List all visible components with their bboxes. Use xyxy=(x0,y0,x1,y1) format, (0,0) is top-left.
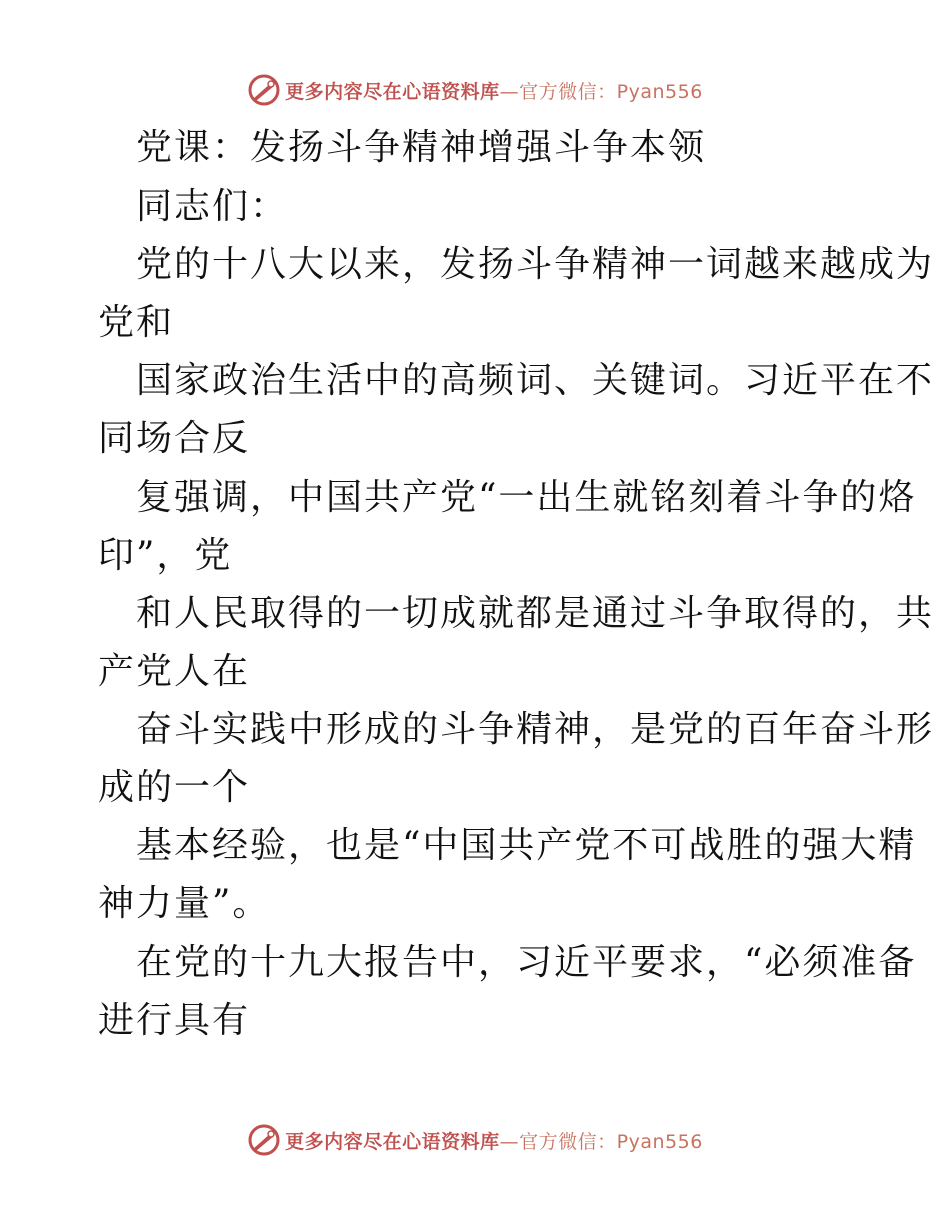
text-line: 产党人在 xyxy=(98,651,251,692)
pen-logo-icon xyxy=(247,73,281,107)
banner-contact: 官方微信：Pyan556 xyxy=(519,80,703,103)
text-line: 党和 xyxy=(98,302,175,343)
text-line: 在党的十九大报告中，习近平要求，“必须准备 xyxy=(136,942,917,983)
footer-banner xyxy=(0,1120,950,1160)
text-line: 同场合反 xyxy=(98,418,251,459)
text-line: 神力量”。 xyxy=(98,883,271,924)
text-line: 和人民取得的一切成就都是通过斗争取得的，共 xyxy=(136,593,935,634)
banner-contact: 官方微信：Pyan556 xyxy=(519,1130,703,1153)
text-line: 基本经验，也是“中国共产党不可战胜的强大精 xyxy=(136,825,917,866)
text-line: 进行具有 xyxy=(98,1000,251,1041)
text-line: 党的十八大以来，发扬斗争精神一词越来越成为 xyxy=(136,244,935,285)
salutation: 同志们： xyxy=(136,186,289,227)
text-line: 奋斗实践中形成的斗争精神，是党的百年奋斗形 xyxy=(136,709,935,750)
banner-brand: 更多内容尽在心语资料库 xyxy=(285,1130,500,1153)
banner-separator: — xyxy=(499,80,520,103)
pen-logo-icon xyxy=(247,1123,281,1157)
banner-brand: 更多内容尽在心语资料库 xyxy=(285,80,500,103)
document-title: 党课：发扬斗争精神增强斗争本领 xyxy=(136,127,707,168)
banner-separator: — xyxy=(499,1130,520,1153)
text-line: 国家政治生活中的高频词、关键词。习近平在不 xyxy=(136,360,935,401)
text-line: 印”，党 xyxy=(98,535,233,576)
header-banner xyxy=(0,70,950,110)
text-line: 复强调，中国共产党“一出生就铭刻着斗争的烙 xyxy=(136,477,917,518)
text-line: 成的一个 xyxy=(98,767,251,808)
